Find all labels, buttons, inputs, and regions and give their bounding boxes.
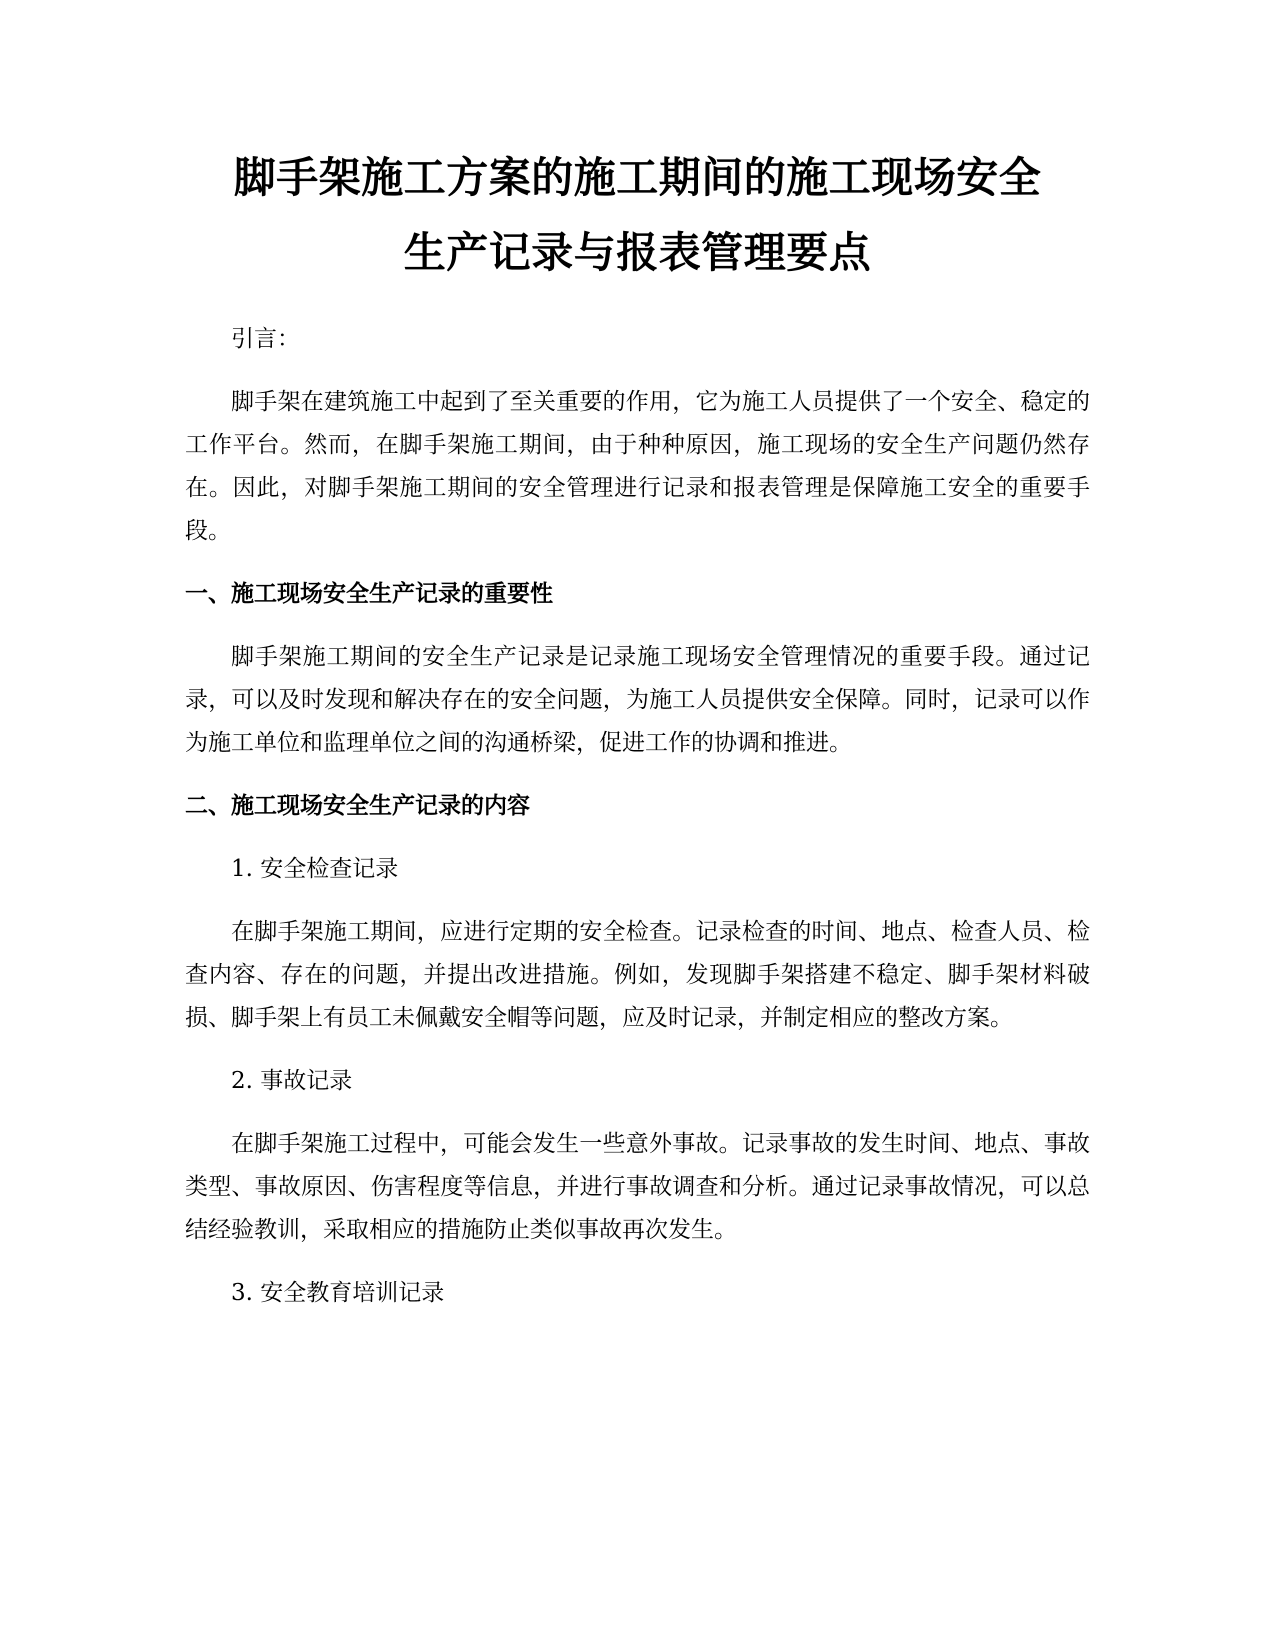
document-page xyxy=(185,140,1090,1335)
intro-paragraph: 脚手架在建筑施工中起到了至关重要的作用，它为施工人员提供了一个安全、稳定的工作平台。然而，在脚手架施工期间，由于种种原因，施工现场的安全生产问题仍然存在。因此，对脚手架施工期间的安全管理进行记录和报表管理是保障施工安全的重要手段。 xyxy=(185,389,1090,544)
subsection-2-label: 2. 事故记录 xyxy=(231,1068,353,1094)
title-line-2: 生产记录与报表管理要点 xyxy=(403,228,872,277)
subsection-1-paragraph: 在脚手架施工期间，应进行定期的安全检查。记录检查的时间、地点、检查人员、检查内容、存在的问题，并提出改进措施。例如，发现脚手架搭建不稳定、脚手架材料破损、脚手架上有员工未佩戴安全帽等问题，应及时记录，并制定相应的整改方案。 xyxy=(185,919,1090,1031)
subsection-2-paragraph: 在脚手架施工过程中，可能会发生一些意外事故。记录事故的发生时间、地点、事故类型、事故原因、伤害程度等信息，并进行事故调查和分析。通过记录事故情况，可以总结经验教训，采取相应的措施防止类似事故再次发生。 xyxy=(185,1131,1090,1243)
section-1-paragraph: 脚手架施工期间的安全生产记录是记录施工现场安全管理情况的重要手段。通过记录，可以及时发现和解决存在的安全问题，为施工人员提供安全保障。同时，记录可以作为施工单位和监理单位之间的沟通桥梁，促进工作的协调和推进。 xyxy=(185,644,1090,756)
title-line-1: 脚手架施工方案的施工期间的施工现场安全 xyxy=(233,153,1042,202)
subsection-1-label: 1. 安全检查记录 xyxy=(231,856,399,882)
subsection-3-label: 3. 安全教育培训记录 xyxy=(231,1280,445,1306)
document-title xyxy=(185,140,1090,290)
section-2-heading: 二、施工现场安全生产记录的内容 xyxy=(185,793,530,819)
intro-label: 引言： xyxy=(231,326,300,352)
section-1-heading: 一、施工现场安全生产记录的重要性 xyxy=(185,581,553,607)
